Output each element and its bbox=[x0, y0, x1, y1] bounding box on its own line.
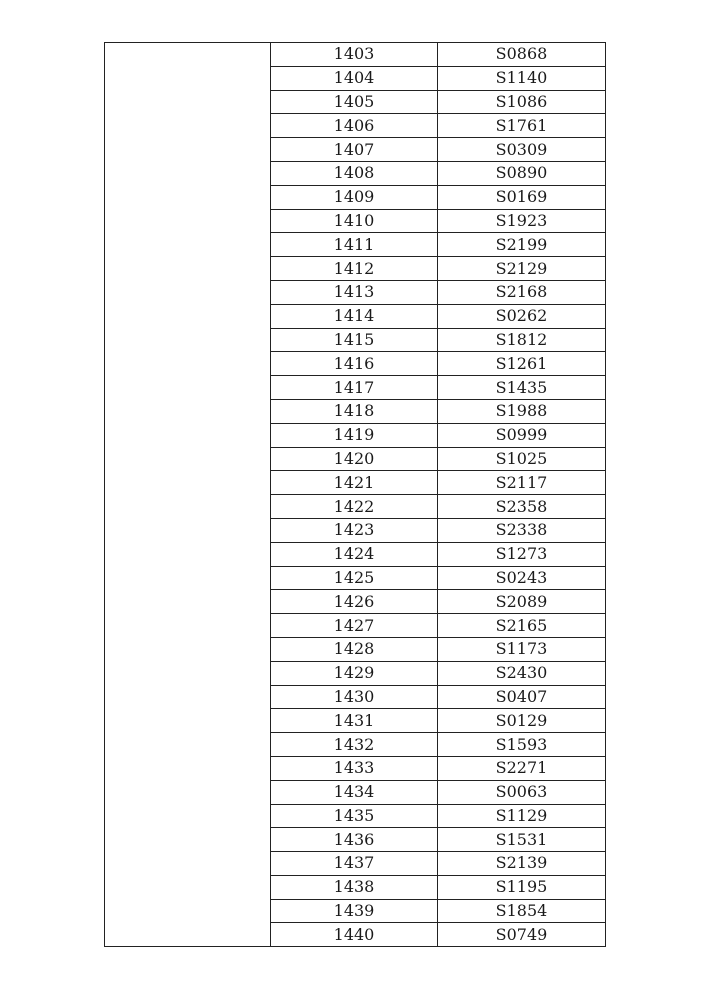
code-cell: S0129 bbox=[438, 709, 606, 733]
number-cell: 1417 bbox=[271, 376, 438, 400]
number-cell: 1416 bbox=[271, 352, 438, 376]
number-cell: 1421 bbox=[271, 471, 438, 495]
code-cell: S2199 bbox=[438, 233, 606, 257]
number-cell: 1427 bbox=[271, 614, 438, 638]
number-cell: 1419 bbox=[271, 423, 438, 447]
number-cell: 1430 bbox=[271, 685, 438, 709]
number-cell: 1413 bbox=[271, 280, 438, 304]
code-cell: S1273 bbox=[438, 542, 606, 566]
code-cell: S2129 bbox=[438, 257, 606, 281]
number-cell: 1409 bbox=[271, 185, 438, 209]
number-cell: 1424 bbox=[271, 542, 438, 566]
code-cell: S1761 bbox=[438, 114, 606, 138]
code-cell: S1129 bbox=[438, 804, 606, 828]
number-cell: 1436 bbox=[271, 828, 438, 852]
number-cell: 1414 bbox=[271, 304, 438, 328]
code-cell: S0407 bbox=[438, 685, 606, 709]
number-cell: 1426 bbox=[271, 590, 438, 614]
data-table bbox=[104, 42, 606, 947]
code-cell: S0169 bbox=[438, 185, 606, 209]
code-cell: S1812 bbox=[438, 328, 606, 352]
number-cell: 1437 bbox=[271, 852, 438, 876]
code-cell: S0243 bbox=[438, 566, 606, 590]
number-cell: 1432 bbox=[271, 733, 438, 757]
code-cell: S0262 bbox=[438, 304, 606, 328]
code-cell: S1261 bbox=[438, 352, 606, 376]
number-cell: 1411 bbox=[271, 233, 438, 257]
code-cell: S2338 bbox=[438, 518, 606, 542]
number-cell: 1407 bbox=[271, 138, 438, 162]
number-cell: 1440 bbox=[271, 923, 438, 947]
code-cell: S2139 bbox=[438, 852, 606, 876]
code-cell: S1531 bbox=[438, 828, 606, 852]
number-cell: 1410 bbox=[271, 209, 438, 233]
code-cell: S0890 bbox=[438, 161, 606, 185]
code-cell: S1173 bbox=[438, 637, 606, 661]
number-cell: 1438 bbox=[271, 875, 438, 899]
number-cell: 1423 bbox=[271, 518, 438, 542]
code-cell: S2165 bbox=[438, 614, 606, 638]
code-cell: S1195 bbox=[438, 875, 606, 899]
number-cell: 1408 bbox=[271, 161, 438, 185]
number-cell: 1418 bbox=[271, 399, 438, 423]
code-cell: S0309 bbox=[438, 138, 606, 162]
code-cell: S2271 bbox=[438, 756, 606, 780]
number-cell: 1429 bbox=[271, 661, 438, 685]
number-cell: 1415 bbox=[271, 328, 438, 352]
code-cell: S2089 bbox=[438, 590, 606, 614]
table-body bbox=[105, 43, 606, 947]
number-cell: 1420 bbox=[271, 447, 438, 471]
number-cell: 1406 bbox=[271, 114, 438, 138]
code-cell: S0868 bbox=[438, 43, 606, 67]
number-cell: 1405 bbox=[271, 90, 438, 114]
code-cell: S1140 bbox=[438, 66, 606, 90]
number-cell: 1412 bbox=[271, 257, 438, 281]
code-cell: S1854 bbox=[438, 899, 606, 923]
number-cell: 1403 bbox=[271, 43, 438, 67]
code-cell: S0999 bbox=[438, 423, 606, 447]
number-cell: 1434 bbox=[271, 780, 438, 804]
code-cell: S1593 bbox=[438, 733, 606, 757]
code-cell: S1086 bbox=[438, 90, 606, 114]
code-cell: S1025 bbox=[438, 447, 606, 471]
merged-blank-cell bbox=[105, 43, 271, 947]
number-cell: 1435 bbox=[271, 804, 438, 828]
number-cell: 1425 bbox=[271, 566, 438, 590]
code-cell: S2430 bbox=[438, 661, 606, 685]
code-cell: S1988 bbox=[438, 399, 606, 423]
code-cell: S2168 bbox=[438, 280, 606, 304]
number-cell: 1422 bbox=[271, 495, 438, 519]
code-cell: S1435 bbox=[438, 376, 606, 400]
number-cell: 1433 bbox=[271, 756, 438, 780]
number-cell: 1431 bbox=[271, 709, 438, 733]
code-cell: S1923 bbox=[438, 209, 606, 233]
number-cell: 1404 bbox=[271, 66, 438, 90]
number-cell: 1439 bbox=[271, 899, 438, 923]
code-cell: S2117 bbox=[438, 471, 606, 495]
table-row bbox=[105, 43, 606, 67]
code-cell: S2358 bbox=[438, 495, 606, 519]
code-cell: S0063 bbox=[438, 780, 606, 804]
code-cell: S0749 bbox=[438, 923, 606, 947]
number-cell: 1428 bbox=[271, 637, 438, 661]
